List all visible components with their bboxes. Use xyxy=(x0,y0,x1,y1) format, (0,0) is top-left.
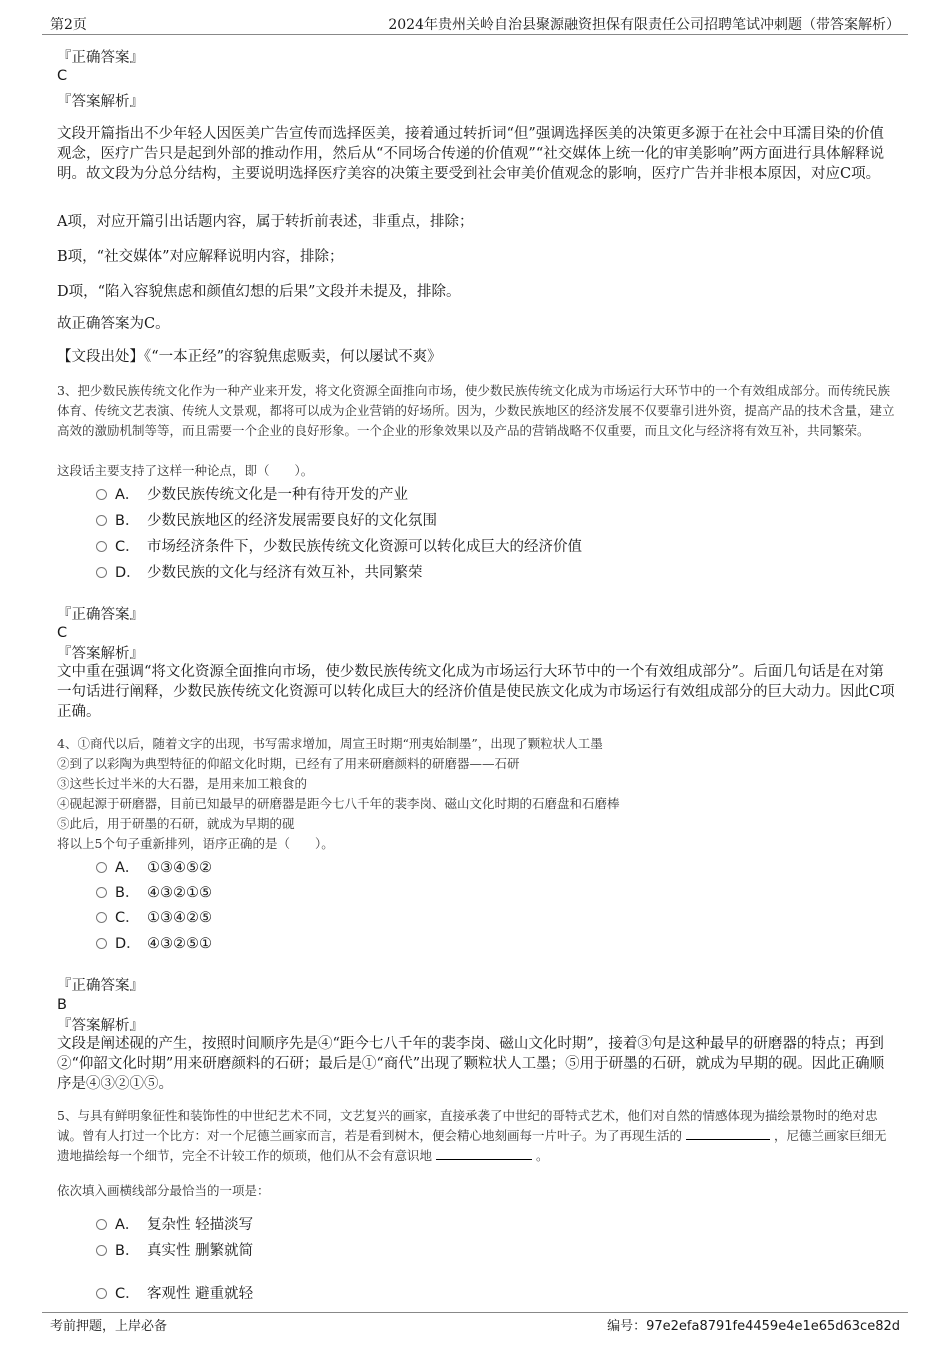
q3-option-b[interactable]: B． 少数民族地区的经济发展需要良好的文化氛围 xyxy=(96,511,437,531)
q3-option-a[interactable]: A． 少数民族传统文化是一种有待开发的产业 xyxy=(96,485,408,505)
q3-answer-label: 『正确答案』 xyxy=(57,607,144,623)
q4-question: 将以上5个句子重新排列，语序正确的是（ ）。 xyxy=(57,836,334,851)
q4-line-5: ⑤此后，用于研墨的石研，就成为早期的砚 xyxy=(57,816,295,831)
q4-answer: B xyxy=(57,997,67,1013)
footer-code: 编号：97e2efa8791fe4459e4e1e65d63ce82d xyxy=(607,1319,900,1334)
radio-icon[interactable] xyxy=(96,887,107,898)
q3-option-c[interactable]: C． 市场经济条件下，少数民族传统文化资源可以转化成巨大的经济价值 xyxy=(96,537,582,557)
q5-option-a[interactable]: A． 复杂性 轻描淡写 xyxy=(96,1215,253,1235)
q5-option-c[interactable]: C． 客观性 避重就轻 xyxy=(96,1284,253,1304)
radio-icon[interactable] xyxy=(96,938,107,949)
radio-icon[interactable] xyxy=(96,1245,107,1256)
q2-option-b-note: B项，“社交媒体”对应解释说明内容，排除； xyxy=(57,249,344,265)
radio-icon[interactable] xyxy=(96,489,107,500)
page-header xyxy=(42,14,908,35)
q5-question: 依次填入画横线部分最恰当的一项是： xyxy=(57,1183,270,1198)
q4-line-1: 4、①商代以后，随着文字的出现，书写需求增加，周宣王时期“刑夷始制墨”，出现了颗粒状人工墨 xyxy=(57,736,603,751)
q3-analysis: 文中重在强调“将文化资源全面推向市场，使少数民族传统文化成为市场运行大环节中的一个有效组成部分”。后面几句话是在对第一句话进行阐释，少数民族传统文化资源可以转化成巨大的经济价值是使民族文化成为市场运行有效组成部分的巨大动力。因此C项正确。 xyxy=(57,664,895,720)
q4-answer-label: 『正确答案』 xyxy=(57,978,144,994)
q3-answer: C xyxy=(57,625,68,641)
radio-icon[interactable] xyxy=(96,567,107,578)
q3-stem: 3、把少数民族传统文化作为一种产业来开发，将文化资源全面推向市场，使少数民族传统文化成为市场运行大环节中的一个有效组成部分。而传统民族体育、传统文艺表演、传统人文景观，都将可以成为企业营销的好场所。因为，少数民族地区的经济发展不仅要靠引进外资，提高产品的技术含量，建立高效的激励机制等等，而且需要一个企业的良好形象。一个企业的形象效果以及产品的营销战略不仅重要，而且文化与经济将有效互补，共同繁荣。 xyxy=(57,383,895,438)
q2-analysis-label: 『答案解析』 xyxy=(57,94,144,110)
radio-icon[interactable] xyxy=(96,912,107,923)
radio-icon[interactable] xyxy=(96,1288,107,1299)
page-footer xyxy=(42,1312,908,1334)
q2-answer: C xyxy=(57,68,68,84)
q4-option-b[interactable]: B． ④③②①⑤ xyxy=(96,883,212,903)
q4-line-2: ②到了以彩陶为典型特征的仰韶文化时期，已经有了用来研磨颜料的研磨器——石研 xyxy=(57,756,520,771)
footer-slogan: 考前押题，上岸必备 xyxy=(50,1319,168,1334)
q4-line-3: ③这些长过半米的大石器，是用来加工粮食的 xyxy=(57,776,308,791)
q4-analysis: 文段是阐述砚的产生，按照时间顺序先是④“距今七八千年的裴李岗、磁山文化时期”，接着③句是这种最早的研磨器的特点；再到②“仰韶文化时期”用来研磨颜料的石研；最后是①“商代”出现了颗粒状人工墨；⑤用于研墨的石研，就成为早期的砚。因此正确顺序是④③②①⑤。 xyxy=(57,1036,885,1092)
radio-icon[interactable] xyxy=(96,1219,107,1230)
blank-1 xyxy=(686,1127,770,1140)
radio-icon[interactable] xyxy=(96,515,107,526)
radio-icon[interactable] xyxy=(96,541,107,552)
q2-option-a-note: A项，对应开篇引出话题内容，属于转折前表述，非重点，排除； xyxy=(57,214,474,230)
q4-option-a[interactable]: A． ①③④⑤② xyxy=(96,858,212,878)
q2-conclusion: 故正确答案为C。 xyxy=(57,316,170,332)
document-title: 2024年贵州关岭自治县聚源融资担保有限责任公司招聘笔试冲刺题（带答案解析） xyxy=(388,17,900,33)
q4-analysis-label: 『答案解析』 xyxy=(57,1018,144,1034)
q2-option-d-note: D项，“陷入容貌焦虑和颜值幻想的后果”文段并未提及，排除。 xyxy=(57,284,461,300)
blank-2 xyxy=(436,1147,532,1160)
q4-line-4: ④砚起源于研磨器，目前已知最早的研磨器是距今七八千年的裴李岗、磁山文化时期的石磨盘和石磨棒 xyxy=(57,796,620,811)
q3-question: 这段话主要支持了这样一种论点，即（ ）。 xyxy=(57,463,314,478)
q2-analysis: 文段开篇指出不少年轻人因医美广告宣传而选择医美，接着通过转折词“但”强调选择医美的决策更多源于在社会中耳濡目染的价值观念，医疗广告只是起到外部的推动作用，然后从“不同场合传递的价值观”“社交媒体上统一化的审美影响”两方面进行具体解释说明。故文段为分总分结构，主要说明选择医疗美容的决策主要受到社会审美价值观念的影响，医疗广告并非根本原因，对应C项。 xyxy=(57,126,885,182)
q5-stem: 5、与具有鲜明象征性和装饰性的中世纪艺术不同，文艺复兴的画家，直接承袭了中世纪的哥特式艺术，他们对自然的情感体现为描绘景物时的绝对忠诚。曾有人打过一个比方：对一个尼德兰画家而言，若是看到树木，便会精心地刻画每一片叶子。为了再现生活的 ，尼德兰画家巨细无遗地描绘每一个细节，完全不计较工作的烦琐，他们从不会有意识地 。 xyxy=(57,1108,887,1163)
q4-option-c[interactable]: C． ①③④②⑤ xyxy=(96,908,212,928)
q2-answer-label: 『正确答案』 xyxy=(57,50,144,66)
page-number: 第2页 xyxy=(50,17,87,33)
q3-option-d[interactable]: D． 少数民族的文化与经济有效互补，共同繁荣 xyxy=(96,563,423,583)
q4-option-d[interactable]: D． ④③②⑤① xyxy=(96,934,212,954)
q2-source: 【文段出处】《“一本正经”的容貌焦虑贩卖，何以屡试不爽》 xyxy=(57,349,442,365)
q3-analysis-label: 『答案解析』 xyxy=(57,646,144,662)
q5-option-b[interactable]: B． 真实性 删繁就简 xyxy=(96,1241,253,1261)
radio-icon[interactable] xyxy=(96,862,107,873)
